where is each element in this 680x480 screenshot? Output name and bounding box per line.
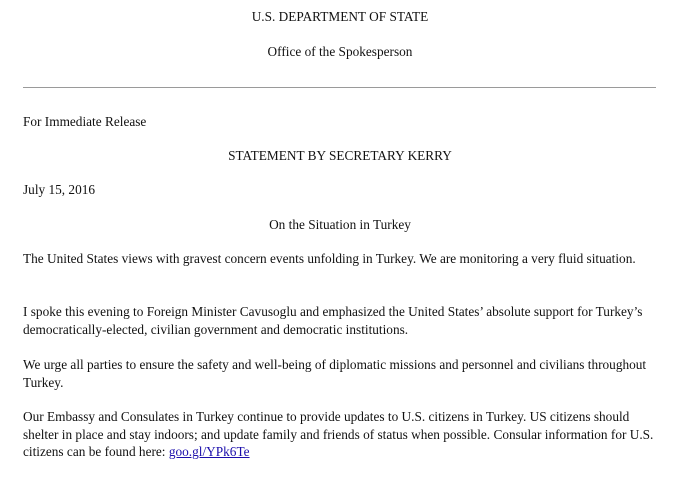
release-label: For Immediate Release (23, 114, 147, 129)
paragraph-3: We urge all parties to ensure the safety and well-being of diplomatic missions and personnel and civilians throughout Turkey. (23, 357, 647, 390)
header-divider (23, 87, 656, 88)
paragraph-4 (23, 408, 663, 461)
statement-title: STATEMENT BY SECRETARY KERRY (228, 148, 452, 163)
consular-info-link[interactable]: goo.gl/YPk6Te (168, 444, 250, 459)
paragraph-4-text: Our Embassy and Consulates in Turkey continue to provide updates to U.S. citizens in Turkey. US citizens should shelter in place and stay indoors; and update family and friends of status when possible. Consular information for U.S. citizens can be found here: (23, 409, 654, 459)
release-date: July 15, 2016 (23, 182, 96, 197)
statement-subject: On the Situation in Turkey (269, 217, 411, 232)
department-heading: U.S. DEPARTMENT OF STATE (251, 9, 429, 24)
paragraph-2: I spoke this evening to Foreign Minister Cavusoglu and emphasized the United States’ absolute support for Turkey’s democratically-elected, civilian government and democratic institutions. (23, 304, 643, 337)
office-subheading: Office of the Spokesperson (267, 44, 413, 59)
paragraph-1: The United States views with gravest concern events unfolding in Turkey. We are monitoring a very fluid situation. (23, 251, 636, 266)
